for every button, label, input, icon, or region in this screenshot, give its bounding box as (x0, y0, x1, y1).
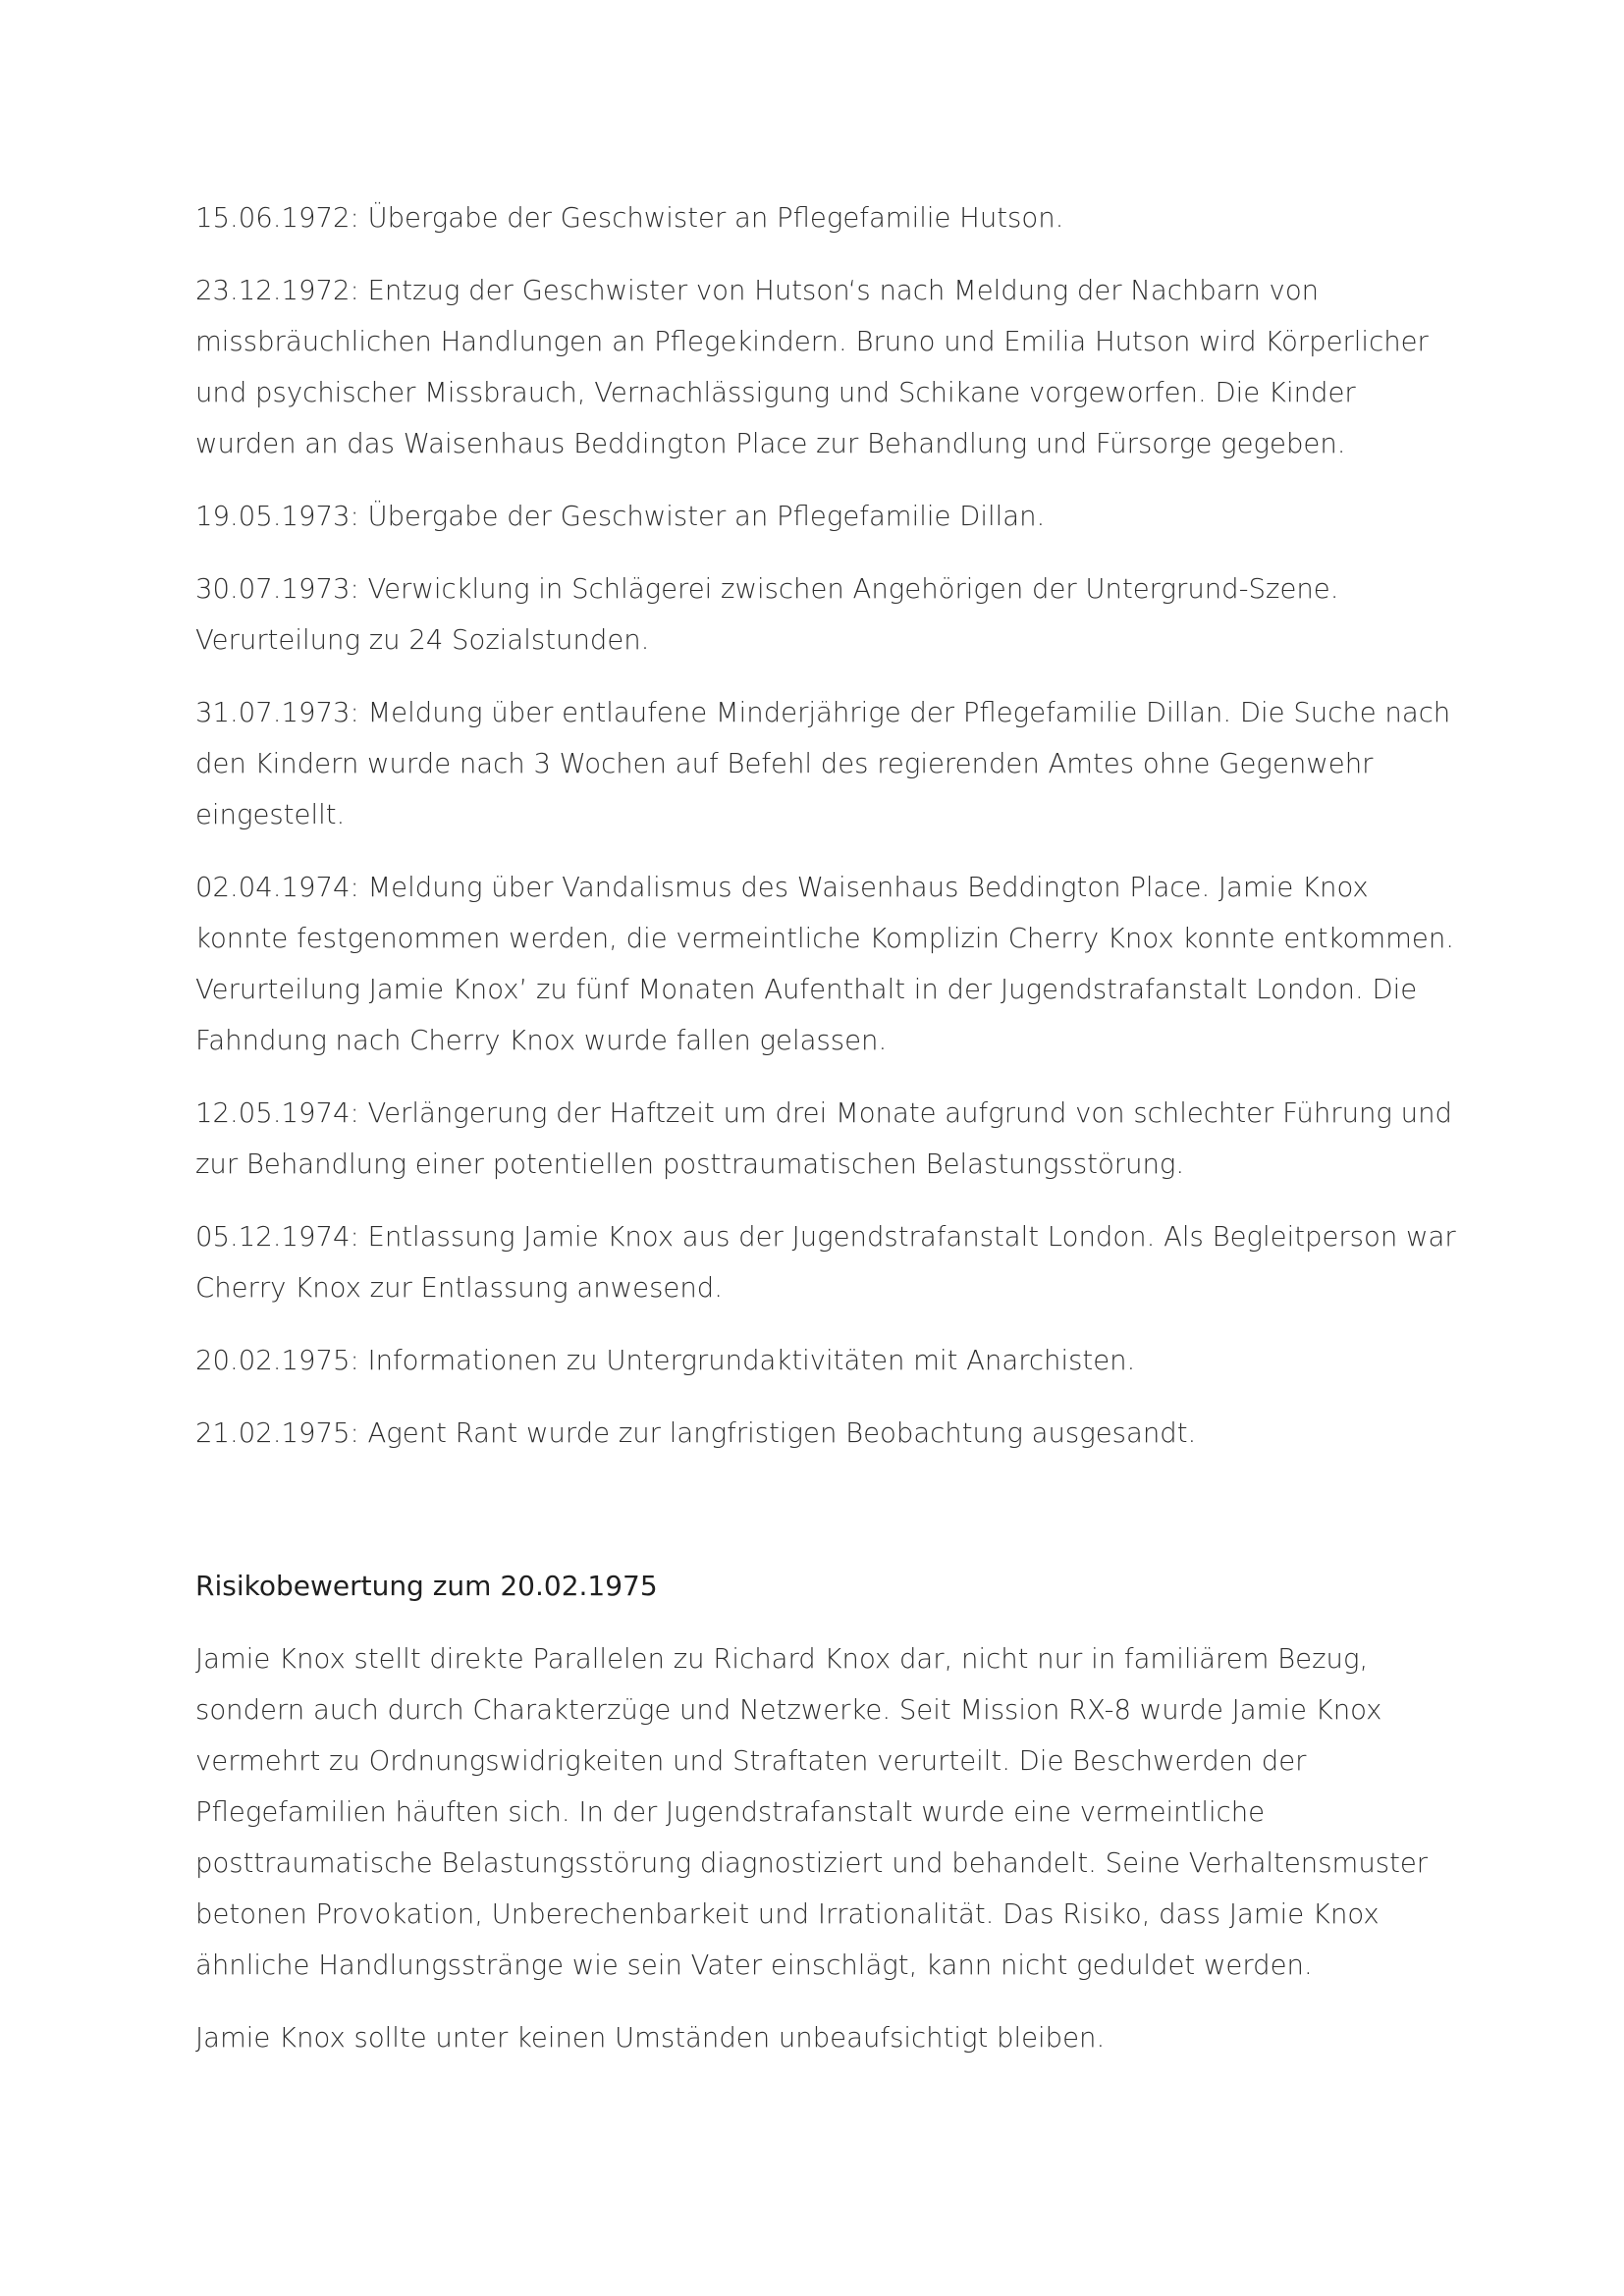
timeline-entry: 30.07.1973: Verwicklung in Schlägerei zwischen Angehörigen der Untergrund-Szene. Verurteilung zu 24 Sozialstunden. (195, 573, 1339, 656)
timeline-entry: 15.06.1972: Übergabe der Geschwister an Pflegefamilie Hutson. (195, 202, 1064, 234)
timeline-entry: 31.07.1973: Meldung über entlaufene Minderjährige der Pflegefamilie Dillan. Die Suche nach den Kindern wurde nach 3 Wochen auf Befehl des regierenden Amtes ohne Gegenwehr eingestellt. (195, 697, 1451, 830)
timeline-section (195, 192, 1457, 1459)
timeline-entry: 23.12.1972: Entzug der Geschwister von Hutson‘s nach Meldung der Nachbarn von missbräuchlichen Handlungen an Pflegekindern. Bruno und Emilia Hutson wird Körperlicher und psychischer Missbrauch, Vernachlässigung und Schikane vorgeworfen. Die Kinder wurden an das Waisenhaus Beddington Place zur Behandlung und Fürsorge gegeben. (195, 275, 1429, 459)
timeline-entry: 20.02.1975: Informationen zu Untergrundaktivitäten mit Anarchisten. (195, 1345, 1136, 1376)
risk-assessment-section (195, 1480, 1457, 2063)
timeline-entry: 19.05.1973: Übergabe der Geschwister an Pflegefamilie Dillan. (195, 501, 1046, 532)
risk-assessment-conclusion: Jamie Knox sollte unter keinen Umständen unbeaufsichtigt bleiben. (195, 2022, 1106, 2054)
timeline-entry: 02.04.1974: Meldung über Vandalismus des Waisenhaus Beddington Place. Jamie Knox konnte festgenommen werden, die vermeintliche Komplizin Cherry Knox konnte entkommen. Verurteilung Jamie Knox’ zu fünf Monaten Aufenthalt in der Jugendstrafanstalt London. Die Fahndung nach Cherry Knox wurde fallen gelassen. (195, 872, 1454, 1056)
timeline-entry: 21.02.1975: Agent Rant wurde zur langfristigen Beobachtung ausgesandt. (195, 1417, 1197, 1449)
risk-assessment-heading: Risikobewertung zum 20.02.1975 (195, 1570, 658, 1602)
timeline-entry: 12.05.1974: Verlängerung der Haftzeit um drei Monate aufgrund von schlechter Führung und zur Behandlung einer potentiellen posttraumatischen Belastungsstörung. (195, 1097, 1452, 1180)
timeline-entry: 05.12.1974: Entlassung Jamie Knox aus der Jugendstrafanstalt London. Als Begleitperson war Cherry Knox zur Entlassung anwesend. (195, 1221, 1456, 1304)
document-page (195, 192, 1457, 2085)
risk-assessment-paragraph: Jamie Knox stellt direkte Parallelen zu Richard Knox dar, nicht nur in familiärem Bezug, sondern auch durch Charakterzüge und Netzwerke. Seit Mission RX-8 wurde Jamie Knox vermehrt zu Ordnungswidrigkeiten und Straftaten verurteilt. Die Beschwerden der Pflegefamilien häuften sich. In der Jugendstrafanstalt wurde eine vermeintliche posttraumatische Belastungsstörung diagnostiziert und behandelt. Seine Verhaltensmuster betonen Provokation, Unberechenbarkeit und Irrationalität. Das Risiko, dass Jamie Knox ähnliche Handlungsstränge wie sein Vater einschlägt, kann nicht geduldet werden. (195, 1643, 1429, 1981)
